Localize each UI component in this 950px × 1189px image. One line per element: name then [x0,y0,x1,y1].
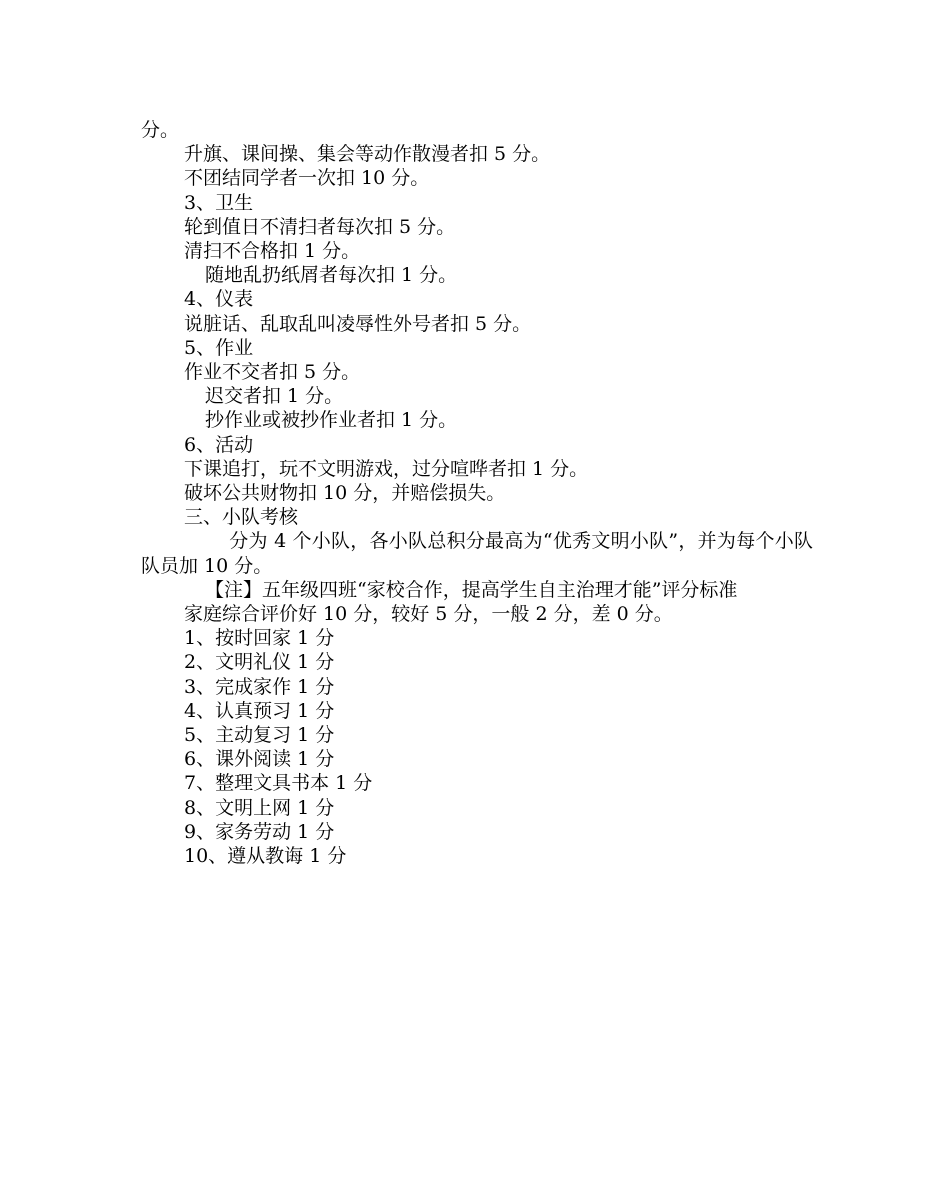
note-heading-content: 【注】五年级四班“家校合作，提高学生自主治理才能”评分标准 [205,578,738,601]
text-line: 清扫不合格扣 1 分。 [184,240,361,263]
text-line: 轮到值日不清扫者每次扣 5 分。 [184,215,456,238]
text-line: 升旗、课间操、集会等动作散漫者扣 5 分。 [184,143,551,166]
section-heading: 三、小队考核 [184,506,299,529]
list-item: 10、遵从教诲 1 分 [184,845,347,868]
text-line: 下课追打，玩不文明游戏，过分喧哗者扣 1 分。 [184,457,589,480]
text-line: 迟交者扣 1 分。 [205,385,344,408]
list-item: 8、文明上网 1 分 [184,796,335,819]
text-line: 抄作业或被抄作业者扣 1 分。 [205,409,458,432]
section-heading: 5、作业 [184,336,254,359]
list-item: 1、按时回家 1 分 [184,627,335,650]
text-line: 破坏公共财物扣 10 分，并赔偿损失。 [184,482,506,505]
note-heading [141,578,813,602]
list-item: 4、认真预习 1 分 [184,699,335,722]
section-heading: 4、仪表 [184,288,254,311]
section-heading: 3、卫生 [184,191,254,214]
text-line: 随地乱扔纸屑者每次扣 1 分。 [205,264,458,287]
list-item: 9、家务劳动 1 分 [184,820,335,843]
text-line: 不团结同学者一次扣 10 分。 [184,167,430,190]
list-item: 7、整理文具书本 1 分 [184,772,373,795]
list-item: 6、课外阅读 1 分 [184,748,335,771]
text-line: 家庭综合评价好 10 分，较好 5 分，一般 2 分，差 0 分。 [184,603,673,626]
text-paragraph-content: 分为 4 个小队，各小队总积分最高为“优秀文明小队”，并为每个小队队员加 10 分。 [141,530,813,577]
text-line: 分。 [141,119,180,141]
list-item: 5、主动复习 1 分 [184,724,335,747]
text-line: 说脏话、乱取乱叫凌辱性外号者扣 5 分。 [184,312,532,335]
text-line: 作业不交者扣 5 分。 [184,361,361,384]
list-item: 2、文明礼仪 1 分 [184,651,335,674]
list-item: 3、完成家作 1 分 [184,675,335,698]
section-heading: 6、活动 [184,433,254,456]
text-paragraph [141,529,813,577]
document-body [141,118,813,868]
